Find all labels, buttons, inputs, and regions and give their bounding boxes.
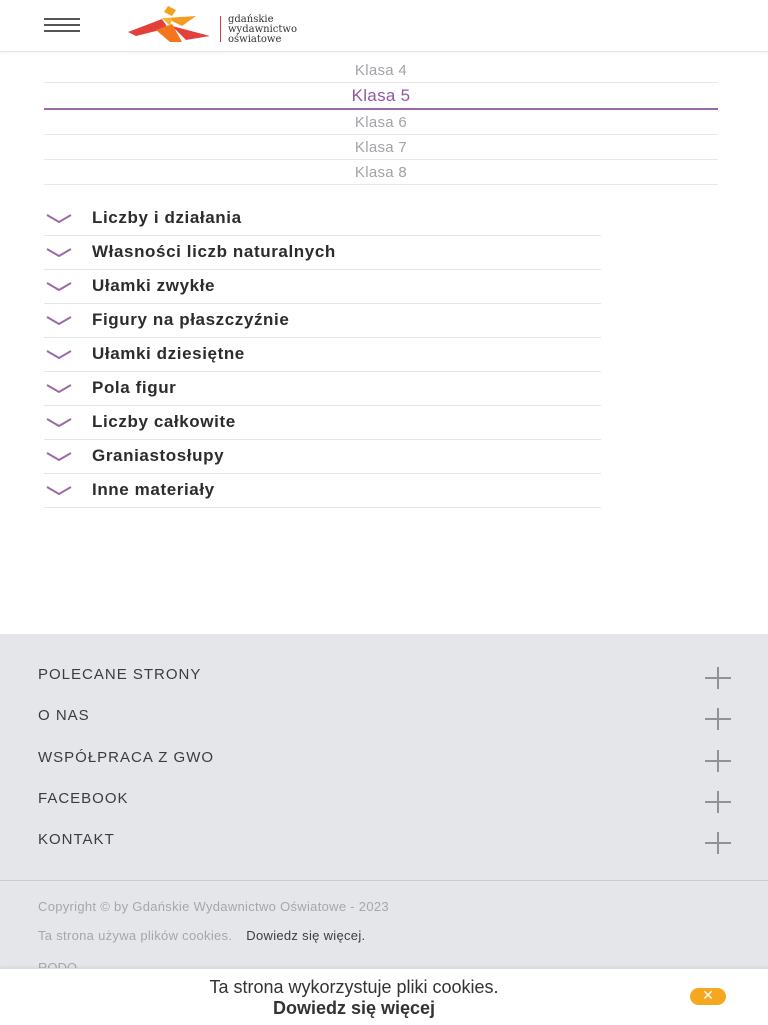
logo-line: wydawnictwo [228, 24, 297, 35]
logo-text [228, 15, 297, 45]
topic-item[interactable] [44, 474, 601, 508]
footer-divider [0, 880, 768, 881]
footer-link-label: KONTAKT [38, 831, 115, 849]
topic-label: Graniastosłupy [92, 446, 225, 465]
topic-label: Ułamki zwykłe [92, 276, 216, 295]
topic-label: Inne materiały [92, 480, 215, 499]
footer-link-label: WSPÓŁPRACA Z GWO [38, 748, 215, 766]
copyright-text: Copyright © by Gdańskie Wydawnictwo Oświatowe - 2023 [38, 899, 389, 914]
class-tabs [44, 58, 718, 185]
site-footer [0, 634, 768, 1024]
topic-item[interactable] [44, 406, 601, 440]
tab-klasa-4[interactable]: Klasa 4 [44, 58, 718, 83]
tab-klasa-7[interactable]: Klasa 7 [44, 135, 718, 160]
topic-item[interactable] [44, 440, 601, 474]
gwo-logo[interactable] [126, 6, 336, 46]
chevron-down-icon [46, 384, 72, 394]
topic-label: Figury na płaszczyźnie [92, 310, 290, 329]
footer-link-label: POLECANE STRONY [38, 666, 202, 683]
topic-item[interactable] [44, 236, 601, 270]
topic-label: Liczby i działania [92, 208, 242, 227]
topic-label: Ułamki dziesiętne [92, 344, 245, 363]
footer-link-kontakt[interactable] [0, 819, 768, 860]
topic-item[interactable] [44, 304, 601, 338]
chevron-down-icon [46, 418, 72, 428]
footer-link-facebook[interactable] [0, 778, 768, 819]
logo-mark-icon [126, 6, 216, 44]
plus-icon[interactable] [705, 667, 731, 693]
cookie-banner [0, 968, 768, 1025]
topic-item[interactable] [44, 202, 601, 236]
topic-label: Własności liczb naturalnych [92, 242, 336, 261]
cookies-notice-text: Ta strona używa plików cookies. [38, 928, 233, 943]
tab-klasa-5[interactable]: Klasa 5 [44, 83, 718, 110]
chevron-down-icon [46, 350, 72, 360]
footer-link-label: O NAS [38, 707, 90, 725]
chevron-down-icon [46, 452, 72, 462]
chevron-down-icon [46, 486, 72, 496]
tab-klasa-6[interactable]: Klasa 6 [44, 110, 718, 135]
cookie-banner-more-link[interactable]: Dowiedz się więcej [272, 998, 436, 1018]
plus-icon[interactable] [705, 708, 731, 734]
footer-links [0, 654, 768, 860]
topic-item[interactable] [44, 270, 601, 304]
chevron-down-icon [46, 214, 72, 224]
cookie-banner-message: Ta strona wykorzystuje pliki cookies. [209, 977, 499, 997]
topic-label: Pola figur [92, 378, 177, 397]
tab-klasa-8[interactable]: Klasa 8 [44, 160, 718, 185]
site-header [0, 0, 768, 52]
menu-icon[interactable] [44, 18, 80, 34]
logo-line: oświatowe [228, 34, 282, 45]
footer-link-wspolpraca[interactable] [0, 737, 768, 778]
footer-link-o-nas[interactable] [0, 695, 768, 736]
close-icon[interactable]: ✕ [690, 988, 726, 1005]
topics-list [44, 202, 601, 508]
chevron-down-icon [46, 316, 72, 326]
cookie-banner-text [0, 977, 708, 1019]
topic-label: Liczby całkowite [92, 412, 236, 431]
logo-divider [220, 16, 221, 42]
topic-item[interactable] [44, 338, 601, 372]
footer-link-label: FACEBOOK [38, 789, 129, 807]
plus-icon[interactable] [705, 832, 731, 858]
logo-line: gdańskie [228, 14, 274, 25]
chevron-down-icon [46, 282, 72, 292]
topic-item[interactable] [44, 372, 601, 406]
cookies-more-link[interactable]: Dowiedz się więcej. [246, 928, 366, 943]
plus-icon[interactable] [705, 791, 731, 817]
footer-link-polecane-strony[interactable] [0, 654, 768, 695]
cookies-notice [38, 928, 365, 943]
plus-icon[interactable] [705, 750, 731, 776]
chevron-down-icon [46, 248, 72, 258]
